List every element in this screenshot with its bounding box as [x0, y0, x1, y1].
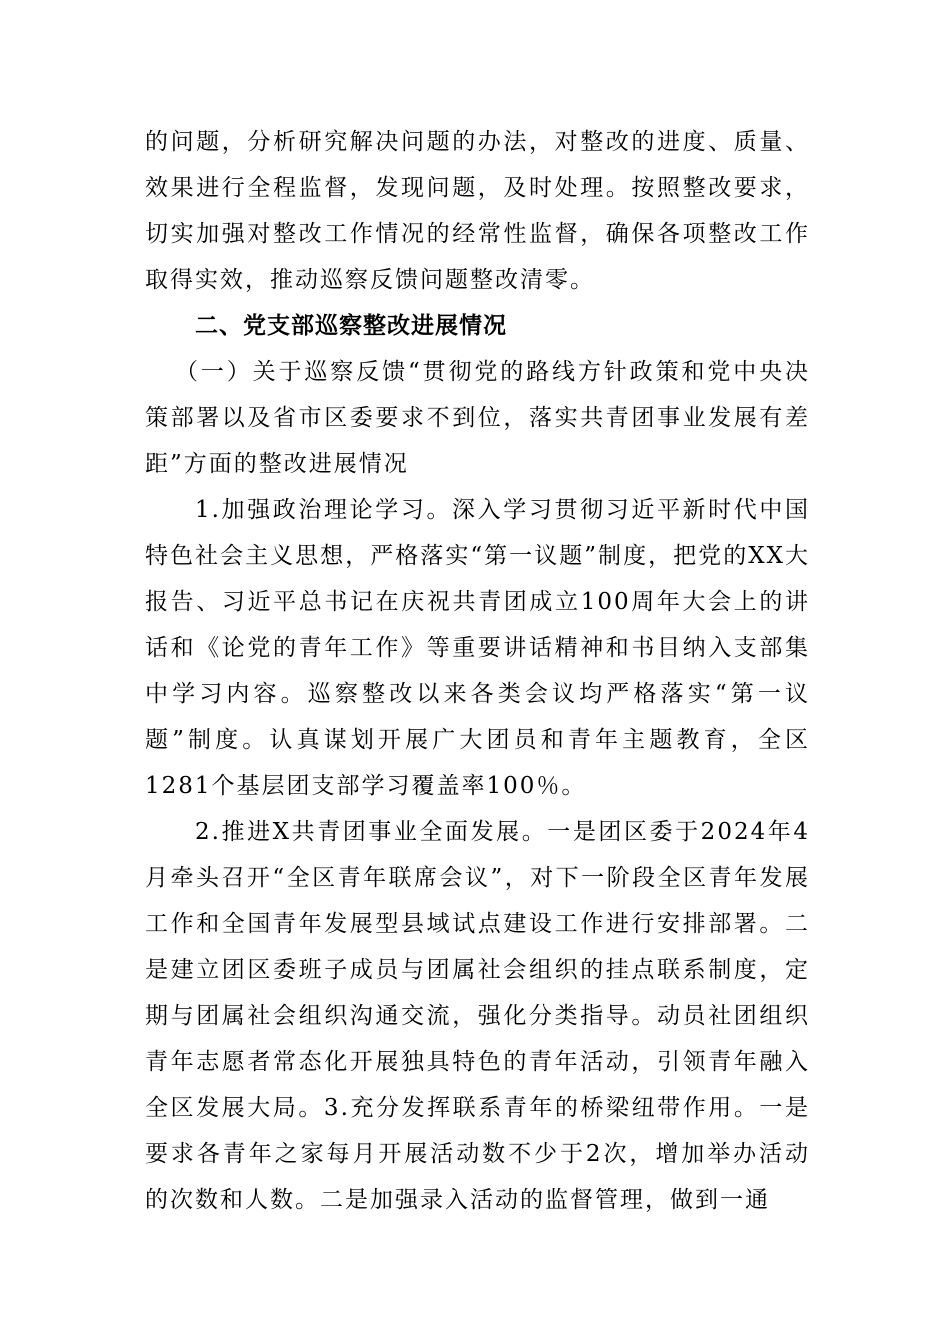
- document-page: [145, 119, 810, 1223]
- paragraph-continuation: 的问题，分析研究解决问题的办法，对整改的进度、质量、效果进行全程监督，发现问题，及时处理。按照整改要求，切实加强对整改工作情况的经常性监督，确保各项整改工作取得实效，推动巡察反馈问题整改清零。: [145, 129, 810, 293]
- subsection-heading: （一）关于巡察反馈“贯彻党的路线方针政策和党中央决策部署以及省市区委要求不到位，落实共青团事业发展有差距”方面的整改进展情况: [145, 359, 810, 477]
- paragraph-item-1: 1.加强政治理论学习。深入学习贯彻习近平新时代中国特色社会主义思想，严格落实“第一议题”制度，把党的XX大报告、习近平总书记在庆祝共青团成立100周年大会上的讲话和《论党的青年工作》等重要讲话精神和书目纳入支部集中学习内容。巡察整改以来各类会议均严格落实“第一议题”制度。认真谋划开展广大团员和青年主题教育，全区1281个基层团支部学习覆盖率100％。: [145, 497, 810, 799]
- paragraph-item-2: 2.推进X共青团事业全面发展。一是团区委于2024年4月牵头召开“全区青年联席会议”，对下一阶段全区青年发展工作和全国青年发展型县域试点建设工作进行安排部署。二是建立团区委班子成员与团属社会组织的挂点联系制度，定期与团属社会组织沟通交流，强化分类指导。动员社团组织青年志愿者常态化开展独具特色的青年活动，引领青年融入全区发展大局。3.充分发挥联系青年的桥梁纽带作用。一是要求各青年之家每月开展活动数不少于2次，增加举办活动的次数和人数。二是加强录入活动的监督管理，做到一通: [145, 819, 810, 1213]
- section-heading: 二、党支部巡察整改进展情况: [195, 313, 507, 339]
